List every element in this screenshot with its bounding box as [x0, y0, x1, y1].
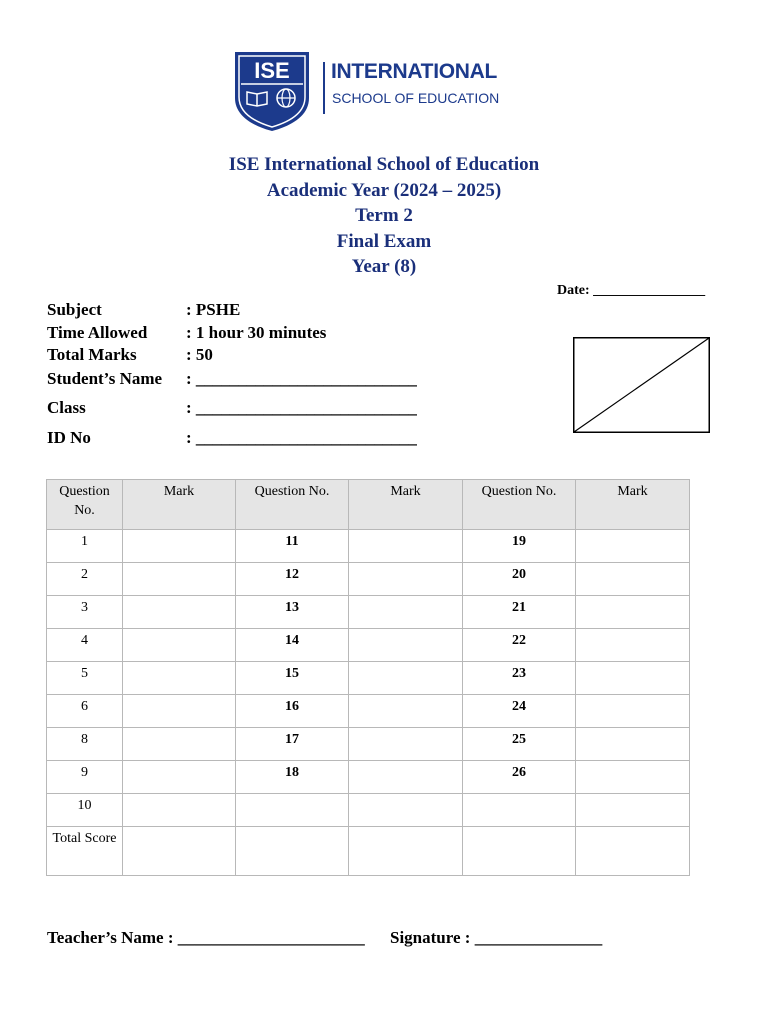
question-number: 3 [47, 596, 123, 629]
mark-cell[interactable] [123, 761, 236, 794]
mark-cell[interactable] [123, 728, 236, 761]
mark-cell[interactable] [349, 629, 463, 662]
mark-cell[interactable] [123, 695, 236, 728]
column-header: Question No. [463, 480, 576, 530]
question-number: 16 [236, 695, 349, 728]
id-field[interactable]: : __________________________ [186, 428, 417, 447]
question-number: 18 [236, 761, 349, 794]
question-number: 11 [236, 530, 349, 563]
question-number: 13 [236, 596, 349, 629]
question-number: 14 [236, 629, 349, 662]
mark-cell[interactable] [349, 662, 463, 695]
question-number: 5 [47, 662, 123, 695]
mark-cell[interactable] [349, 761, 463, 794]
info-label: Subject [47, 300, 102, 319]
column-header: Mark [349, 480, 463, 530]
mark-cell[interactable] [349, 563, 463, 596]
exam-heading [0, 152, 768, 280]
info-label: Student’s Name [47, 369, 163, 388]
empty-cell [576, 827, 690, 876]
question-number: 24 [463, 695, 576, 728]
column-header: Question No. [47, 480, 123, 530]
mark-cell[interactable] [123, 530, 236, 563]
mark-cell[interactable] [576, 596, 690, 629]
class-field[interactable]: : __________________________ [186, 398, 417, 417]
student-name-field[interactable]: : __________________________ [186, 369, 417, 388]
info-label: Total Marks [47, 345, 137, 364]
mark-cell[interactable] [349, 728, 463, 761]
question-number: 4 [47, 629, 123, 662]
question-number: 8 [47, 728, 123, 761]
empty-cell [463, 827, 576, 876]
question-number: 26 [463, 761, 576, 794]
info-label: Time Allowed [47, 323, 148, 342]
mark-cell[interactable] [576, 530, 690, 563]
question-number: 12 [236, 563, 349, 596]
marks-table [46, 479, 690, 876]
question-number: 22 [463, 629, 576, 662]
info-value: : 1 hour 30 minutes [186, 323, 327, 342]
table-row [47, 761, 690, 794]
info-label: ID No [47, 428, 91, 447]
column-header: Mark [576, 480, 690, 530]
question-number: 9 [47, 761, 123, 794]
table-row [47, 563, 690, 596]
question-number: 6 [47, 695, 123, 728]
logo-abbr: ISE [254, 58, 290, 83]
academic-year: Academic Year (2024 – 2025) [266, 179, 502, 201]
question-number: 20 [463, 563, 576, 596]
school-logo [233, 50, 538, 134]
column-header: Question No. [236, 480, 349, 530]
info-value: : PSHE [186, 300, 241, 319]
term: Term 2 [355, 205, 413, 227]
mark-cell[interactable] [349, 695, 463, 728]
mark-cell[interactable] [349, 596, 463, 629]
mark-cell[interactable] [576, 662, 690, 695]
shield-emblem-icon [233, 50, 311, 132]
mark-cell[interactable] [576, 728, 690, 761]
teacher-name-field[interactable]: Teacher’s Name : ______________________ [47, 928, 365, 947]
mark-cell[interactable] [349, 794, 463, 827]
empty-cell [349, 827, 463, 876]
question-number: 2 [47, 563, 123, 596]
grade-box [573, 337, 710, 433]
question-number [463, 794, 576, 827]
column-header: Mark [123, 480, 236, 530]
table-row [47, 662, 690, 695]
total-score-row [47, 827, 690, 876]
question-number: 1 [47, 530, 123, 563]
table-row [47, 794, 690, 827]
mark-cell[interactable] [123, 662, 236, 695]
date-field[interactable]: Date: ________________ [557, 283, 706, 298]
mark-cell[interactable] [123, 596, 236, 629]
question-number: 17 [236, 728, 349, 761]
table-row [47, 596, 690, 629]
mark-cell[interactable] [349, 530, 463, 563]
table-row [47, 728, 690, 761]
mark-cell[interactable] [576, 794, 690, 827]
question-number: 23 [463, 662, 576, 695]
empty-cell [236, 827, 349, 876]
mark-cell[interactable] [123, 629, 236, 662]
mark-cell[interactable] [123, 563, 236, 596]
mark-cell[interactable] [123, 794, 236, 827]
school-name: ISE International School of Education [228, 154, 540, 175]
table-row [47, 695, 690, 728]
mark-cell[interactable] [576, 695, 690, 728]
info-label: Class [47, 398, 86, 417]
footer [47, 928, 603, 948]
question-number: 15 [236, 662, 349, 695]
table-header-row [47, 480, 690, 530]
question-number [236, 794, 349, 827]
exam-title: Final Exam [336, 230, 432, 252]
total-score-cell[interactable] [123, 827, 236, 876]
mark-cell[interactable] [576, 629, 690, 662]
question-number: 10 [47, 794, 123, 827]
table-row [47, 629, 690, 662]
logo-subtitle: SCHOOL OF EDUCATION [332, 90, 500, 106]
logo-title: INTERNATIONAL [331, 60, 498, 83]
info-value: : 50 [186, 345, 213, 364]
logo-divider [323, 62, 325, 114]
mark-cell[interactable] [576, 761, 690, 794]
question-number: 25 [463, 728, 576, 761]
question-number: 21 [463, 596, 576, 629]
total-score-label: Total Score [47, 827, 123, 876]
year-group: Year (8) [351, 256, 417, 278]
question-number: 19 [463, 530, 576, 563]
table-row [47, 530, 690, 563]
signature-field[interactable]: Signature : _______________ [390, 928, 603, 947]
mark-cell[interactable] [576, 563, 690, 596]
